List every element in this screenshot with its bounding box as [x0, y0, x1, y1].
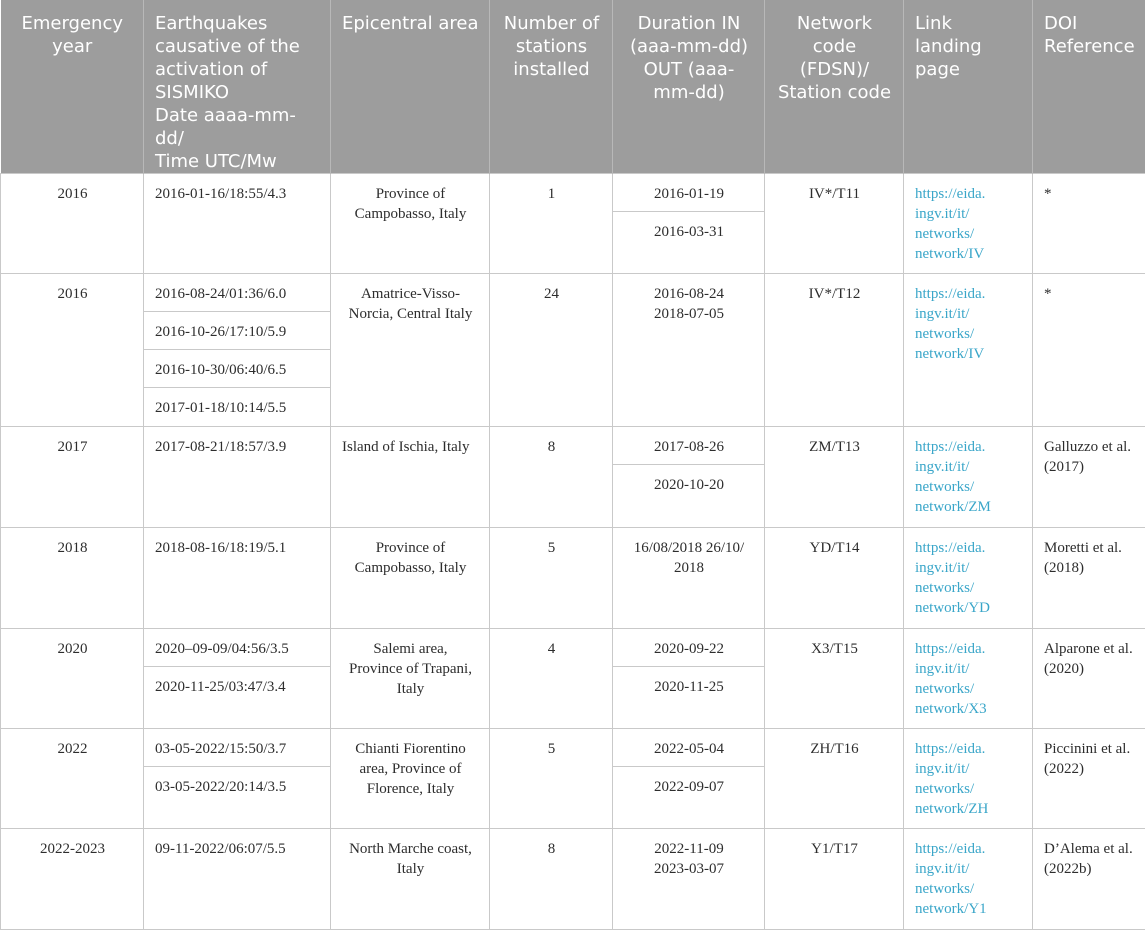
table-row: [1, 427, 1145, 465]
landing-page-link[interactable]: https://eida. ingv.it/it/ networks/ network/IV: [904, 174, 1033, 274]
quake-cell: 2016-10-30/06:40/6.5: [144, 350, 331, 388]
duration-in-cell: 2020-09-22: [613, 629, 765, 667]
doi-cell: D’Alema et al. (2022b): [1033, 829, 1145, 930]
doi-cell: Moretti et al. (2018): [1033, 528, 1145, 629]
landing-page-link[interactable]: https://eida. ingv.it/it/ networks/ network/Y1: [904, 829, 1033, 930]
header-number-of-stations: Number of stations installed: [490, 0, 613, 174]
stations-cell: 4: [490, 629, 613, 729]
quake-cell: 03-05-2022/20:14/3.5: [144, 767, 331, 829]
network-code-cell: ZM/T13: [765, 427, 904, 528]
area-cell: Salemi area, Province of Trapani, Italy: [331, 629, 490, 729]
stations-cell: 24: [490, 274, 613, 427]
quake-cell: 2016-01-16/18:55/4.3: [144, 174, 331, 274]
year-cell: 2016: [1, 174, 144, 274]
duration-out-cell: 2020-10-20: [613, 465, 765, 528]
table-row: [1, 528, 1145, 629]
quake-cell: 03-05-2022/15:50/3.7: [144, 729, 331, 767]
doi-cell: Alparone et al. (2020): [1033, 629, 1145, 729]
duration-out-cell: 2016-03-31: [613, 212, 765, 274]
network-code-cell: IV*/T12: [765, 274, 904, 427]
network-code-cell: X3/T15: [765, 629, 904, 729]
year-cell: 2022: [1, 729, 144, 829]
quake-cell: 2018-08-16/18:19/5.1: [144, 528, 331, 629]
duration-cell: 2016-08-24 2018-07-05: [613, 274, 765, 427]
quake-cell: 2017-01-18/10:14/5.5: [144, 388, 331, 427]
area-cell: Island of Ischia, Italy: [331, 427, 490, 528]
year-cell: 2020: [1, 629, 144, 729]
table-row: [1, 274, 1145, 312]
quake-cell: 2017-08-21/18:57/3.9: [144, 427, 331, 528]
doi-cell: Piccinini et al. (2022): [1033, 729, 1145, 829]
stations-cell: 8: [490, 427, 613, 528]
duration-cell: 2022-11-09 2023-03-07: [613, 829, 765, 930]
landing-page-link[interactable]: https://eida. ingv.it/it/ networks/ network/YD: [904, 528, 1033, 629]
header-link-landing-page: Link landing page: [904, 0, 1033, 174]
header-emergency-year: Emergency year: [1, 0, 144, 174]
area-cell: Amatrice-Visso- Norcia, Central Italy: [331, 274, 490, 427]
year-cell: 2017: [1, 427, 144, 528]
area-cell: Chianti Fiorentino area, Province of Florence, Italy: [331, 729, 490, 829]
header-earthquakes: Earthquakes causative of the activation of SISMIKO Date aaaa-mm-dd/ Time UTC/Mw: [144, 0, 331, 174]
quake-cell: 2020-11-25/03:47/3.4: [144, 667, 331, 729]
duration-in-cell: 2022-05-04: [613, 729, 765, 767]
table-row: [1, 829, 1145, 930]
network-code-cell: IV*/T11: [765, 174, 904, 274]
quake-cell: 2020–09-09/04:56/3.5: [144, 629, 331, 667]
network-code-cell: Y1/T17: [765, 829, 904, 930]
year-cell: 2022-2023: [1, 829, 144, 930]
landing-page-link[interactable]: https://eida. ingv.it/it/ networks/ network/X3: [904, 629, 1033, 729]
header-doi-reference: DOI Reference: [1033, 0, 1145, 174]
area-cell: Province of Campobasso, Italy: [331, 174, 490, 274]
table-row: [1, 174, 1145, 212]
stations-cell: 5: [490, 528, 613, 629]
network-code-cell: YD/T14: [765, 528, 904, 629]
landing-page-link[interactable]: https://eida. ingv.it/it/ networks/ network/IV: [904, 274, 1033, 427]
doi-cell: *: [1033, 174, 1145, 274]
duration-in-cell: 2016-01-19: [613, 174, 765, 212]
area-cell: North Marche coast, Italy: [331, 829, 490, 930]
table-row: [1, 629, 1145, 667]
duration-out-cell: 2020-11-25: [613, 667, 765, 729]
doi-cell: Galluzzo et al. (2017): [1033, 427, 1145, 528]
year-cell: 2016: [1, 274, 144, 427]
year-cell: 2018: [1, 528, 144, 629]
stations-cell: 5: [490, 729, 613, 829]
doi-cell: *: [1033, 274, 1145, 427]
quake-cell: 2016-10-26/17:10/5.9: [144, 312, 331, 350]
header-row: [1, 0, 1145, 174]
duration-out-cell: 2022-09-07: [613, 767, 765, 829]
header-epicentral-area: Epicentral area: [331, 0, 490, 174]
stations-cell: 8: [490, 829, 613, 930]
quake-cell: 09-11-2022/06:07/5.5: [144, 829, 331, 930]
stations-cell: 1: [490, 174, 613, 274]
header-duration: Duration IN (aaa-mm-dd) OUT (aaa- mm-dd): [613, 0, 765, 174]
quake-cell: 2016-08-24/01:36/6.0: [144, 274, 331, 312]
landing-page-link[interactable]: https://eida. ingv.it/it/ networks/ network/ZM: [904, 427, 1033, 528]
network-code-cell: ZH/T16: [765, 729, 904, 829]
landing-page-link[interactable]: https://eida. ingv.it/it/ networks/ network/ZH: [904, 729, 1033, 829]
area-cell: Province of Campobasso, Italy: [331, 528, 490, 629]
duration-cell: 16/08/2018 26/10/ 2018: [613, 528, 765, 629]
duration-in-cell: 2017-08-26: [613, 427, 765, 465]
header-network-code: Network code (FDSN)/ Station code: [765, 0, 904, 174]
table-row: [1, 729, 1145, 767]
